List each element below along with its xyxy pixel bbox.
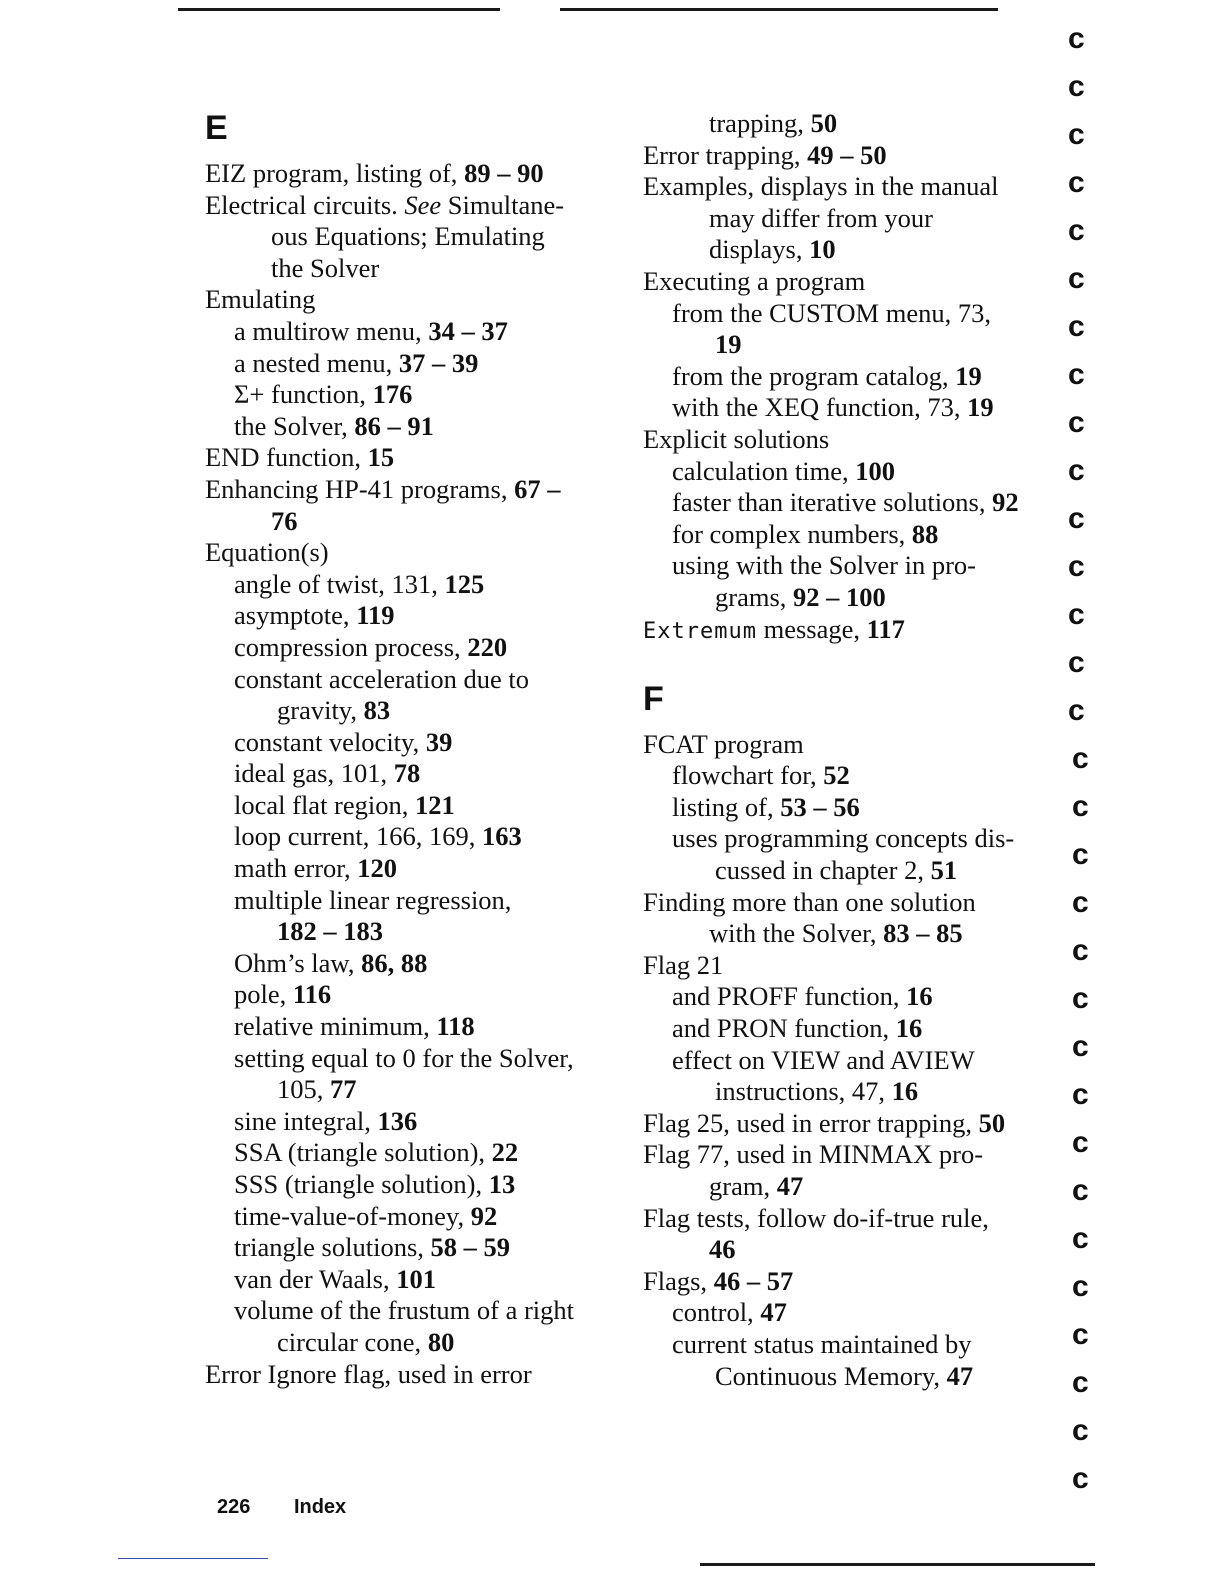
page-footer	[217, 1496, 346, 1519]
index-subentry	[205, 411, 625, 443]
index-subentry	[205, 979, 625, 1011]
index-subentry	[205, 1169, 625, 1201]
binding-ring-icon: ϲ	[1068, 646, 1085, 679]
index-entry	[205, 190, 625, 222]
entry-text: control,	[672, 1297, 761, 1328]
page-reference: 13	[488, 1169, 516, 1199]
index-subentry	[205, 885, 625, 917]
page-reference: 53 – 56	[780, 791, 860, 822]
index-subentry	[205, 348, 625, 380]
entry-text: uses programming concepts dis-	[672, 823, 1015, 854]
page-reference: 121	[415, 789, 455, 820]
page-reference: 19	[967, 392, 994, 423]
index-subentry	[205, 727, 625, 759]
page-reference: 58 – 59	[430, 1232, 511, 1263]
entry-text: angle of twist, 131,	[234, 568, 445, 599]
entry-text: sine integral,	[234, 1105, 378, 1136]
binding-ring-icon: ϲ	[1068, 214, 1085, 247]
entry-text: Examples, displays in the manual	[643, 171, 999, 202]
page-reference: 118	[436, 1011, 475, 1042]
entry-text: a multirow menu,	[234, 315, 429, 346]
binding-ring-icon: ϲ	[1068, 166, 1085, 199]
index-entry-continuation	[205, 221, 625, 253]
entry-text: asymptote,	[234, 600, 357, 631]
index-entry-continuation	[643, 329, 1063, 361]
page-reference: 80	[427, 1326, 455, 1357]
binding-ring-icon: ϲ	[1072, 982, 1089, 1015]
index-column-right	[643, 108, 1063, 1392]
entry-text: Finding more than one solution	[643, 886, 976, 917]
index-entry-continuation	[643, 855, 1063, 887]
index-subentry	[205, 1232, 625, 1264]
entry-text: the Solver	[271, 252, 380, 283]
index-subentry	[205, 1011, 625, 1043]
entry-text: Error trapping,	[643, 139, 808, 170]
binding-ring-icon: ϲ	[1072, 1318, 1089, 1351]
bottom-rule-right	[700, 1563, 1095, 1566]
index-entry-continuation	[205, 1327, 625, 1359]
entry-text: may differ from your	[709, 202, 933, 233]
entry-text: Flag 25, used in error trapping,	[643, 1107, 979, 1138]
binding-ring-icon: ϲ	[1068, 70, 1085, 103]
index-subentry	[643, 1045, 1063, 1077]
index-entry	[205, 537, 625, 569]
entry-text: loop current, 166, 169,	[234, 821, 483, 852]
entry-text: compression process,	[234, 631, 468, 662]
page-reference: 34 – 37	[428, 315, 508, 346]
entry-text: time-value-of-money,	[234, 1200, 471, 1231]
entry-text: with the XEQ function, 73,	[672, 392, 968, 423]
binding-ring-icon: ϲ	[1068, 502, 1085, 535]
page-reference: 49 – 50	[807, 139, 887, 170]
page-reference: 10	[809, 234, 836, 265]
entry-text: circular cone,	[277, 1326, 428, 1357]
entry-text: setting equal to 0 for the Solver,	[234, 1042, 574, 1073]
index-subentry	[205, 600, 625, 632]
binding-ring-icon: ϲ	[1068, 22, 1085, 55]
entry-text: Flags,	[643, 1265, 714, 1296]
entry-text: calculation time,	[672, 455, 856, 486]
index-entry	[205, 442, 625, 474]
binding-ring-icon: ϲ	[1072, 1078, 1089, 1111]
entry-text: Equation(s)	[205, 537, 329, 568]
index-subentry	[643, 298, 1063, 330]
index-entry	[205, 474, 625, 506]
entry-text: volume of the frustum of a right	[234, 1295, 575, 1326]
entry-text: with the Solver,	[709, 918, 884, 949]
top-rule	[178, 8, 998, 11]
entry-text: gravity,	[277, 695, 364, 726]
index-entry-continuation	[643, 1171, 1063, 1203]
entry-text: van der Waals,	[234, 1263, 397, 1294]
entry-text: Simultane-	[441, 189, 565, 220]
index-entry-continuation	[643, 1234, 1063, 1266]
index-subentry	[643, 519, 1063, 551]
see-reference: See	[404, 189, 442, 220]
entry-text: Flag 77, used in MINMAX pro-	[643, 1139, 984, 1170]
entry-text: gram,	[709, 1171, 777, 1201]
page-reference: 100	[855, 455, 895, 486]
index-entry	[643, 424, 1063, 456]
binding-ring-icon: ϲ	[1068, 454, 1085, 487]
page-reference: 19	[715, 329, 742, 360]
index-subentry	[205, 790, 625, 822]
page-reference: 220	[467, 631, 508, 662]
index-entry-continuation	[205, 695, 625, 727]
page-reference: 47	[946, 1360, 974, 1391]
index-subentry	[643, 760, 1063, 792]
binding-ring-icon: ϲ	[1068, 262, 1085, 295]
entry-text: faster than iterative solutions,	[672, 487, 993, 518]
entry-text: Continuous Memory,	[715, 1360, 947, 1391]
entry-text: Enhancing HP-41 programs,	[205, 473, 515, 504]
entry-text: trapping,	[709, 108, 811, 138]
binding-ring-icon: ϲ	[1068, 406, 1085, 439]
binding-ring-icon: ϲ	[1072, 1222, 1089, 1255]
entry-text: EIZ program, listing of,	[205, 158, 465, 188]
index-subentry	[205, 1106, 625, 1138]
index-entry	[205, 284, 625, 316]
entry-text: for complex numbers,	[672, 518, 912, 549]
spiral-binding	[1062, 20, 1112, 1560]
index-subentry	[643, 550, 1063, 582]
entry-text: ous Equations; Emulating	[271, 221, 545, 252]
page-reference: 78	[393, 758, 421, 789]
entry-text: the Solver,	[234, 410, 355, 441]
index-entry-continuation	[205, 506, 625, 538]
entry-text: effect on VIEW and AVIEW	[672, 1044, 975, 1075]
index-subentry	[205, 758, 625, 790]
index-subentry	[643, 981, 1063, 1013]
index-subentry	[205, 948, 625, 980]
entry-text: Σ+ function,	[234, 379, 373, 410]
entry-text: END function,	[205, 442, 368, 473]
binding-ring-icon: ϲ	[1068, 550, 1085, 583]
page-reference: 37 – 39	[398, 347, 479, 378]
index-subentry	[205, 1137, 625, 1169]
bottom-rule-left	[118, 1558, 268, 1559]
page-reference: 119	[356, 600, 395, 631]
page-reference: 67 –	[514, 473, 561, 504]
entry-text: Executing a program	[643, 265, 866, 296]
index-letter-heading: F	[643, 679, 664, 718]
page-reference: 116	[292, 979, 332, 1010]
index-entry	[205, 158, 625, 190]
page-reference: 47	[760, 1297, 787, 1328]
entry-text: Error Ignore flag, used in error	[205, 1358, 532, 1389]
page-reference: 163	[482, 821, 522, 852]
binding-ring-icon: ϲ	[1068, 310, 1085, 343]
entry-text: Ohm’s law,	[234, 947, 362, 978]
index-entry-continuation	[643, 1076, 1063, 1108]
entry-text: from the program catalog,	[672, 360, 956, 391]
page-reference: 88	[911, 518, 939, 549]
index-subentry	[643, 456, 1063, 488]
entry-text: grams,	[715, 581, 794, 612]
index-subentry	[643, 487, 1063, 519]
page-reference: 19	[955, 360, 982, 391]
index-entry-continuation	[643, 234, 1063, 266]
page-reference: 22	[491, 1137, 519, 1168]
entry-text: math error,	[234, 853, 358, 884]
entry-text: multiple linear regression,	[234, 884, 512, 915]
entry-text: displays,	[709, 234, 810, 265]
page-reference: 50	[810, 108, 838, 138]
entry-text: Electrical circuits.	[205, 189, 405, 220]
binding-ring-icon: ϲ	[1072, 1174, 1089, 1207]
index-entry-continuation	[643, 1361, 1063, 1393]
binding-ring-icon: ϲ	[1072, 934, 1089, 967]
binding-ring-icon: ϲ	[1068, 358, 1085, 391]
entry-text: pole,	[234, 979, 293, 1010]
index-subentry	[643, 392, 1063, 424]
page-reference: 125	[444, 568, 485, 599]
entry-text: listing of,	[672, 791, 781, 822]
entry-text: Flag 21	[643, 949, 724, 980]
index-entry-continuation	[643, 203, 1063, 235]
page-reference: 182 – 183	[277, 916, 383, 947]
index-column-left	[205, 108, 625, 1390]
entry-text: Explicit solutions	[643, 423, 830, 454]
binding-ring-icon: ϲ	[1072, 1366, 1089, 1399]
entry-text: constant acceleration due to	[234, 663, 530, 694]
binding-ring-icon: ϲ	[1068, 694, 1085, 727]
index-entry	[643, 729, 1063, 761]
page-reference: 15	[367, 442, 395, 473]
index-entry	[643, 1203, 1063, 1235]
section-spacer	[643, 647, 1063, 679]
page-reference: 52	[823, 760, 850, 791]
index-subentry	[205, 821, 625, 853]
page-reference: 76	[271, 505, 298, 536]
page-reference: 51	[930, 855, 958, 886]
index-entry	[643, 614, 1063, 648]
section-name: Index	[293, 1496, 347, 1518]
index-subentry	[205, 569, 625, 601]
index-entry	[643, 1266, 1063, 1298]
page-reference: 46 – 57	[713, 1265, 794, 1296]
entry-text: Emulating	[205, 284, 316, 315]
index-entry-continuation	[643, 582, 1063, 614]
index-entry	[205, 1359, 625, 1391]
page-reference: 50	[978, 1107, 1006, 1138]
entry-text: SSS (triangle solution),	[234, 1169, 489, 1199]
index-entry	[643, 266, 1063, 298]
index-subentry	[205, 853, 625, 885]
page-reference: 92 – 100	[793, 581, 886, 612]
entry-text: a nested menu,	[234, 347, 399, 378]
index-entry	[643, 1108, 1063, 1140]
entry-text: constant velocity,	[234, 726, 426, 757]
index-subentry	[205, 1295, 625, 1327]
index-entry	[643, 887, 1063, 919]
page-reference: 47	[776, 1171, 804, 1201]
index-entry	[643, 950, 1063, 982]
entry-text: flowchart for,	[672, 760, 824, 791]
entry-text: triangle solutions,	[234, 1232, 431, 1263]
binding-ring-icon: ϲ	[1072, 1126, 1089, 1159]
entry-text: using with the Solver in pro-	[672, 550, 976, 581]
entry-text: from the CUSTOM menu, 73,	[672, 297, 991, 328]
binding-ring-icon: ϲ	[1072, 1414, 1089, 1447]
page-reference: 176	[372, 379, 413, 410]
entry-text: Flag tests, follow do-if-true rule,	[643, 1202, 989, 1233]
entry-text: instructions, 47,	[715, 1076, 892, 1107]
binding-ring-icon: ϲ	[1072, 790, 1089, 823]
display-message: Extremum	[643, 618, 757, 644]
entry-text: and PRON function,	[672, 1013, 896, 1044]
index-subentry	[643, 823, 1063, 855]
entry-text: message,	[756, 613, 867, 644]
entry-text: local flat region,	[234, 789, 416, 820]
index-subentry	[205, 316, 625, 348]
index-entry-continuation	[205, 1074, 625, 1106]
page-reference: 117	[866, 613, 905, 644]
index-subentry	[643, 1297, 1063, 1329]
page-reference: 16	[895, 1013, 923, 1044]
binding-ring-icon: ϲ	[1072, 742, 1089, 775]
index-subentry	[205, 1264, 625, 1296]
entry-text: 105,	[277, 1074, 330, 1105]
index-entry-continuation	[643, 108, 1063, 140]
binding-ring-icon: ϲ	[1072, 1462, 1089, 1495]
index-subentry	[205, 664, 625, 696]
page-reference: 83 – 85	[883, 918, 963, 949]
index-entry-continuation	[205, 916, 625, 948]
index-subentry	[205, 632, 625, 664]
page-number: 226	[217, 1496, 251, 1518]
index-entry	[643, 171, 1063, 203]
entry-text: SSA (triangle solution),	[234, 1137, 492, 1168]
page-reference: 136	[377, 1105, 418, 1136]
page-reference: 89 – 90	[464, 158, 544, 188]
page-reference: 16	[906, 981, 933, 1012]
entry-text: and PROFF function,	[672, 981, 907, 1012]
page-reference: 101	[396, 1263, 436, 1294]
index-letter-heading: E	[205, 109, 228, 147]
binding-ring-icon: ϲ	[1072, 838, 1089, 871]
index-subentry	[643, 792, 1063, 824]
entry-text: current status maintained by	[672, 1328, 972, 1359]
entry-text: cussed in chapter 2,	[715, 855, 931, 886]
entry-text: ideal gas, 101,	[234, 758, 394, 789]
index-subentry	[205, 1043, 625, 1075]
page-reference: 46	[709, 1234, 736, 1265]
index-subentry	[205, 1201, 625, 1233]
page-reference: 86, 88	[361, 947, 428, 978]
entry-text: relative minimum,	[234, 1011, 437, 1042]
index-entry	[643, 1139, 1063, 1171]
page-reference: 77	[330, 1074, 357, 1105]
top-rule-gap	[500, 7, 560, 12]
index-entry	[643, 140, 1063, 172]
index-subentry	[643, 1329, 1063, 1361]
index-entry-continuation	[643, 918, 1063, 950]
binding-ring-icon: ϲ	[1072, 886, 1089, 919]
index-subentry	[643, 361, 1063, 393]
binding-ring-icon: ϲ	[1072, 1270, 1089, 1303]
index-entry-continuation	[205, 253, 625, 285]
binding-ring-icon: ϲ	[1072, 1030, 1089, 1063]
index-subentry	[643, 1013, 1063, 1045]
index-subentry	[205, 379, 625, 411]
page-reference: 92	[470, 1200, 498, 1231]
binding-ring-icon: ϲ	[1068, 598, 1085, 631]
entry-text: FCAT program	[643, 728, 804, 759]
binding-ring-icon: ϲ	[1068, 118, 1085, 151]
page-reference: 92	[992, 487, 1019, 518]
page-reference: 39	[425, 726, 453, 757]
page-reference: 83	[363, 695, 391, 726]
page-reference: 120	[357, 853, 398, 884]
page-reference: 16	[891, 1076, 919, 1107]
page-reference: 86 – 91	[354, 410, 434, 441]
